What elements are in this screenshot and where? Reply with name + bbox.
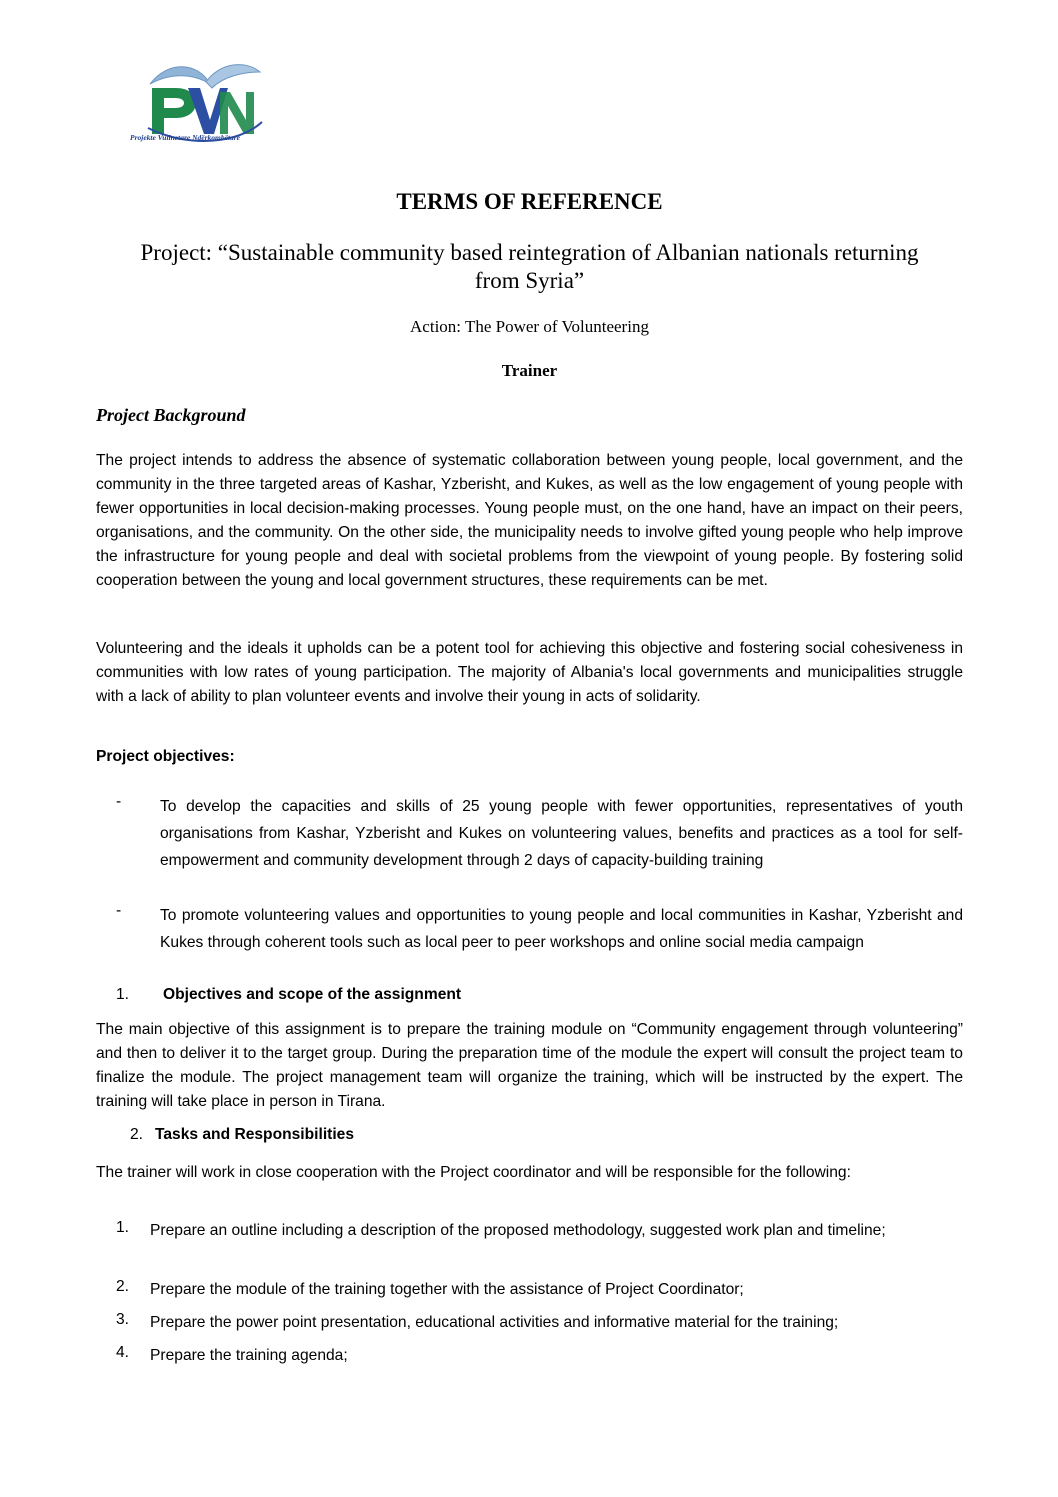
task-item-3: Prepare the power point presentation, educational activities and informative material for the training;	[150, 1314, 839, 1331]
objectives-heading: Project objectives:	[96, 748, 235, 765]
dove-wing-right-icon	[206, 65, 260, 88]
task-number-1: 1.	[116, 1219, 130, 1236]
logo-caption: Projekte Vullnetare Ndërkombëtare	[130, 133, 240, 142]
background-paragraph-2: Volunteering and the ideals it upholds can be a potent tool for achieving this objective and fostering social cohesiveness in communities with low rates of young participation. The majority of Albania's local governments and municipalities struggle with a lack of ability to plan volunteer events and involve their young in acts of solidarity.	[96, 640, 963, 705]
section-1-number: 1.	[116, 986, 130, 1003]
background-heading: Project Background	[96, 405, 246, 425]
task-item-1: Prepare an outline including a description of the proposed methodology, suggested work plan and timeline;	[150, 1222, 886, 1239]
task-item-2: Prepare the module of the training together with the assistance of Project Coordinator;	[150, 1281, 744, 1298]
section-2-title: Tasks and Responsibilities	[155, 1126, 355, 1143]
objective-bullet-2: -	[116, 902, 122, 919]
action-line: Action: The Power of Volunteering	[410, 317, 649, 336]
section-2-number: 2.	[130, 1126, 144, 1143]
objective-bullet-1: -	[116, 793, 122, 810]
section-1-title: Objectives and scope of the assignment	[163, 986, 462, 1003]
letter-n-icon	[220, 92, 254, 134]
background-paragraph-1: The project intends to address the absence of systematic collaboration between young people, local government, and the community in the three targeted areas of Kashar, Yzberisht, and Kukes, as well as the low engagement of young people with fewer opportunities in local decision-making processes. Young people must, on the one hand, have an impact on their peers, organisations, and the community. On the other side, the municipality needs to involve gifted young people who help improve the infrastructure for young people and deal with societal problems from the viewpoint of young people. By fostering solid cooperation between the young and local government structures, these requirements can be met.	[96, 452, 963, 589]
objective-item-1: To develop the capacities and skills of 25 young people with fewer opportunities, representatives of youth organisations from Kashar, Yzberisht and Kukes on volunteering values, benefits and practices as a tool for self-empowerment and community development through 2 days of capacity-building training	[160, 798, 963, 869]
project-title-line2: from Syria”	[474, 268, 585, 293]
project-title	[96, 239, 963, 295]
task-number-3: 3.	[116, 1311, 130, 1328]
task-number-2: 2.	[116, 1278, 130, 1295]
task-number-4: 4.	[116, 1344, 130, 1361]
letter-p-icon	[152, 88, 196, 134]
dove-wing-left-icon	[150, 67, 210, 84]
role-heading: Trainer	[501, 361, 558, 380]
task-item-4: Prepare the training agenda;	[150, 1347, 348, 1364]
section-1-paragraph: The main objective of this assignment is to prepare the training module on “Community engagement through volunteering” and then to deliver it to the target group. During the preparation time of the module the expert will consult the project team to finalize the module. The project management team will organize the training, which will be instructed by the expert. The training will take place in person in Tirana.	[96, 1021, 963, 1110]
section-2-paragraph: The trainer will work in close cooperation with the Project coordinator and will be responsible for the following:	[96, 1164, 851, 1181]
objective-item-2: To promote volunteering values and opportunities to young people and local communities in Kashar, Yzberisht and Kukes through coherent tools such as local peer to peer workshops and online social media campaign	[160, 907, 963, 951]
project-title-line1: Project: “Sustainable community based reintegration of Albanian nationals returning	[140, 240, 919, 265]
document-title: TERMS OF REFERENCE	[396, 189, 663, 214]
